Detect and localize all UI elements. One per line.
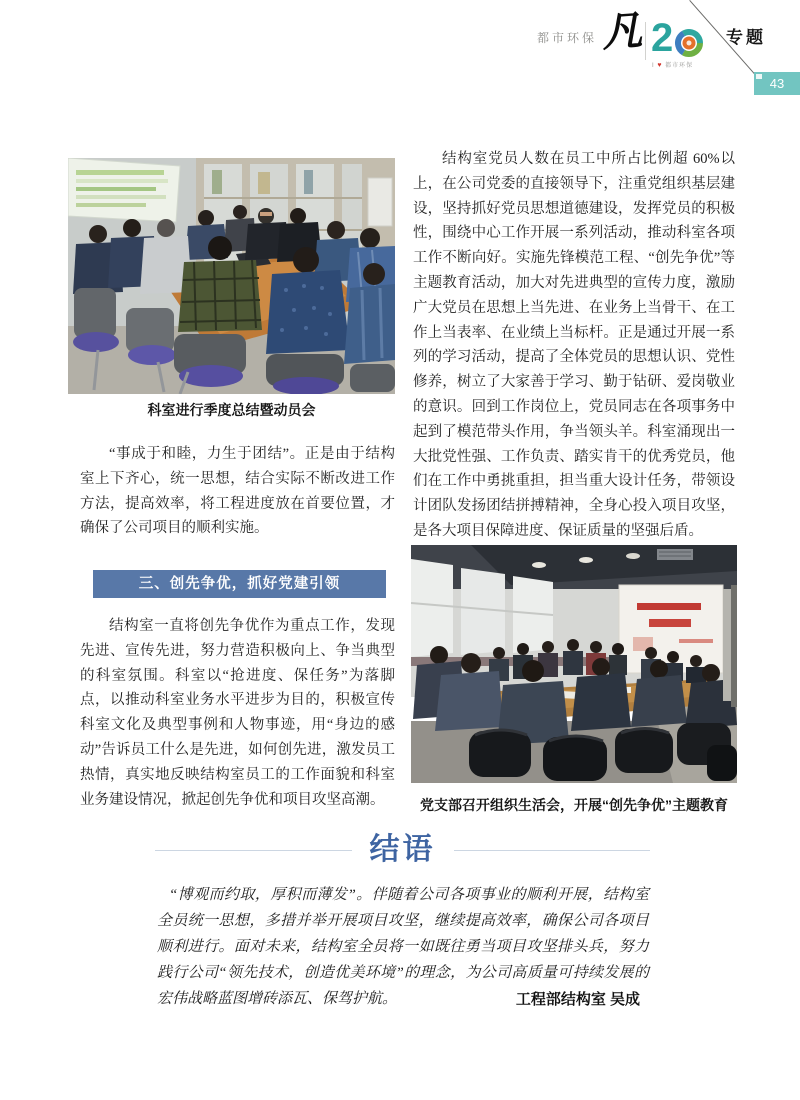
anniversary-digit: 2 — [651, 16, 674, 60]
photo-quarterly-meeting — [68, 158, 395, 394]
page-number-tab — [754, 72, 800, 95]
anniversary-tagline — [652, 60, 693, 69]
tagline-suffix: 都市环保 — [665, 63, 694, 69]
header-divider — [645, 22, 646, 60]
conclusion-title-row — [155, 832, 650, 868]
left-paragraph-2: 结构室一直将创先争优作为重点工作，发现先进、宣传先进，努力营造积极向上、争当典型的科室氛围。科室以“抢进度、保任务”为落脚点，以推动科室业务水平进步为目的，积极宣传科室文化及典型事例和人物事迹，用“身边的感动”告诉员工什么是先进，如何创先进，激发员工热情，真实地反映结构室员工的工作面貌和科室业务建设情况，掀起创先争优和项目攻坚高潮。 — [80, 618, 395, 808]
brand-calligraphy-mark: 凡 — [600, 7, 644, 56]
right-paragraph-1: 结构室党员人数在员工中所占比例超 60%以上，在公司党委的直接领导下，注重党组织基层建设，坚持抓好党员思想道德建设，发挥党员的积极性，围绕中心工作开展一系列活动，推动科室各项工作不断向好。实施先锋模范工程、“创先争优”等主题教育活动，加大对先进典型的宣传力度，激励广大党员在思想上当先进、在业务上当骨干、在工作上当表率、在业绩上当标杆。正是通过开展一系列的学习活动，提高了全体党员的思想认识、党性修养，树立了大家善于学习、勤于钻研、爱岗敬业的意识。回到工作岗位上，党员同志在各项事务中起到了模范带头作用，争当领头羊。科室涌现出一大批党性强、工作负责、踏实肯干的优秀党员，他们在工作中勇挑重担，担当重大设计任务，带领设计团队发扬团结拼搏精神，全身心投入项目攻坚，是各大项目保障进度、保证质量的坚强后盾。 — [413, 151, 735, 539]
brand-name: 都市环保 — [537, 31, 598, 45]
photo-branch-meeting — [411, 545, 737, 783]
photo2-caption: 党支部召开组织生活会，开展“创先争优”主题教育 — [420, 797, 728, 813]
conclusion-title: 结语 — [369, 833, 436, 866]
photo1-caption: 科室进行季度总结暨动员会 — [147, 402, 316, 418]
conclusion-rule-right — [454, 850, 651, 851]
left-paragraph-1: “事成于和睦，力生于团结”。正是由于结构室上下齐心，统一思想，结合实际不断改进工作方法，提高效率，将工程进度放在首要位置，才确保了公司项目的顺利实施。 — [80, 446, 395, 537]
author-byline: 工程部结构室 吴成 — [515, 991, 640, 1008]
photo2-pillar — [731, 585, 737, 707]
conclusion-body: “博观而约取，厚积而薄发”。伴随着公司各项事业的顺利开展，结构室全员统一思想，多措并举开展项目攻坚，继续提高效率，确保公司各项目顺利进行。面对未来，结构室全员将一如既往勇当项目攻坚排头兵，努力践行公司“领先技术，创造优美环境”的理念，为公司高质量可持续发展的宏伟战略蓝图增砖添瓦、保驾护航。 — [157, 887, 649, 1007]
section-tab: 专题 — [726, 28, 766, 47]
anniversary-zero-icon — [674, 26, 704, 63]
conclusion-rule-left — [155, 850, 352, 851]
page-number: 43 — [769, 76, 785, 91]
photo2-ceiling — [411, 545, 737, 589]
section-heading-bar: 三、创先争优，抓好党建引领 — [93, 570, 386, 598]
heart-icon: ♥ — [657, 62, 663, 69]
tagline-prefix: I — [652, 63, 655, 69]
